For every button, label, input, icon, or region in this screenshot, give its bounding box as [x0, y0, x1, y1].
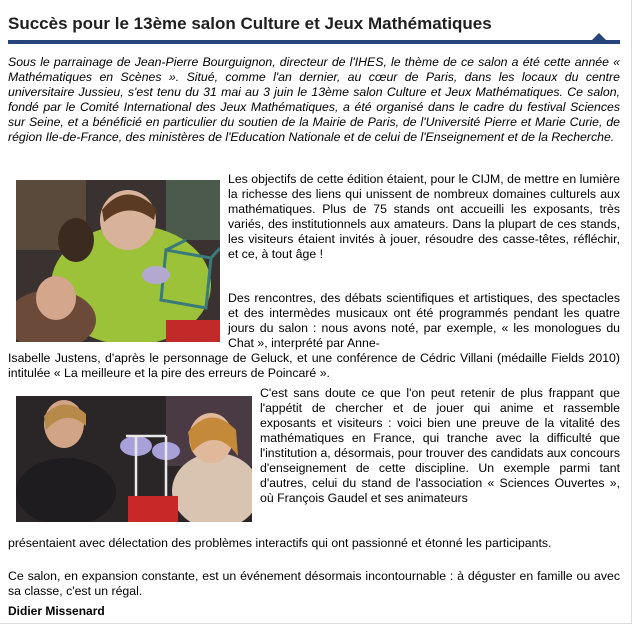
title-bar	[8, 12, 620, 46]
paragraph-events: Des rencontres, des débats scientifiques et artistiques, des spectacles et des intermèdes musicaux ont été programmés pendant les quatre jours du salon : nous avons noté, par exemple, « les monologues du Chat », interprété par Anne-	[228, 291, 620, 350]
paragraph-events-continued: Isabelle Justens, d'après le personnage de Geluck, et une conférence de Cédric Villani (médaille Fields 2010) intitulée « La meilleure et la pire des erreurs de Poincaré ».	[8, 351, 620, 380]
article-title: Succès pour le 13ème salon Culture et Jeux Mathématiques	[8, 14, 492, 33]
photo-workshop-participants	[16, 396, 252, 522]
paragraph-vitality-continued: présentaient avec délectation des problèmes interactifs qui ont passionné et étonné les participants.	[8, 536, 552, 550]
paragraph-vitality: C'est sans doute ce que l'on peut retenir de plus frappant que l'appétit de chercher et de jouer qui anime et rassemble exposants et visiteurs : voici bien une preuve de la vitalité des mathématiques en France, qui tranche avec la difficulté que l'institution a, désormais, pour trouver des candidats aux concours d'enseignement de cette discipline. Un exemple parmi tant d'autres, celui du stand de l'association « Sciences Ouvertes », où François Gaudel et ses animateurs	[260, 386, 620, 505]
intro-paragraph: Sous le parrainage de Jean-Pierre Bourguignon, directeur de l'IHES, le thème de ce salon a été cette année « Mathématiques en Scènes ». Situé, comme l'an dernier, au cœur de Paris, dans les locaux du centre universitaire Jussieu, s'est tenu du 31 mai au 3 juin le 13ème salon Culture et Jeux Mathématiques. Ce salon, fondé par le Comité International des Jeux Mathématiques, a été organisé dans le cadre du festival Sciences sur Seine, et a bénéficié en particulier du soutien de la Mairie de Paris, de l'Université Pierre et Marie Curie, de région Ile-de-France, des ministères de l'Education Nationale et de celui de l'Enseignement et de la Recherche.	[8, 55, 620, 144]
author-signature: Didier Missenard	[8, 604, 105, 618]
photo-children-geometry	[16, 180, 220, 342]
paragraph-objectives: Les objectifs de cette édition étaient, pour le CIJM, de mettre en lumière la richesse des liens qui unissent de nombreux domaines culturels aux mathématiques. Plus de 75 stands ont accueilli les exposants, très variés, des institutionnels aux amateurs. Dans la plupart de ces stands, les visiteurs étaient invités à jouer, résoudre des casse-têtes, réfléchir, et ce, à tout âge !	[228, 172, 620, 261]
title-rule	[8, 40, 620, 44]
paragraph-conclusion: Ce salon, en expansion constante, est un événement désormais incontournable : à déguster en famille ou avec sa classe, c'est un régal.	[8, 569, 620, 598]
title-triangle-icon	[592, 33, 606, 40]
